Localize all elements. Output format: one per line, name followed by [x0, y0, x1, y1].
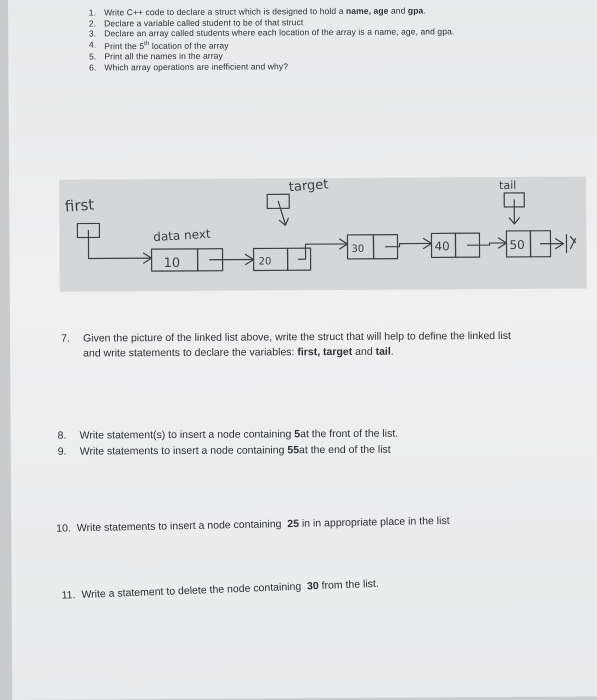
- node-10-value: 10: [163, 255, 181, 272]
- question-number: 2.: [88, 18, 97, 29]
- linked-list-diagram: [59, 176, 587, 291]
- question-text: Declare an array called students where each location of the array is a name, age, and gpa.: [104, 26, 455, 39]
- question-number: 4.: [88, 39, 97, 50]
- target-label: target: [288, 177, 329, 196]
- question-text: Print the 5: [104, 40, 145, 52]
- superscript: th: [144, 40, 150, 47]
- question-text: Declare a variable called student to be of that struct: [104, 16, 304, 29]
- question-9: [58, 442, 399, 460]
- question-list-top: [76, 5, 576, 73]
- node-40-arrow: [467, 243, 506, 245]
- questions-8-9: [58, 426, 399, 460]
- question-text: Write a statement to delete the node containing: [81, 580, 305, 601]
- question-text: and write statements to declare the variables:: [83, 345, 298, 360]
- question-10: [56, 515, 450, 535]
- first-label: first: [64, 195, 95, 216]
- question-text: Write statements to insert a node containing: [79, 444, 285, 458]
- question-number: 10.: [56, 522, 71, 535]
- question-number: 1.: [88, 7, 97, 18]
- question-text: and: [388, 5, 408, 16]
- node-30-value: 30: [351, 243, 365, 255]
- question-text: Write statement(s) to insert a node containing: [79, 428, 292, 442]
- question-text: .: [423, 5, 426, 16]
- question-emphasis: tail: [375, 345, 391, 358]
- data-next-label: data next: [152, 226, 211, 245]
- question-text: Print all the names in the array: [104, 50, 223, 62]
- node-20-value: 20: [258, 256, 272, 268]
- question-text: Write C++ code to declare a struct which is designed to hold a: [104, 5, 347, 18]
- null-ground-icon: [566, 235, 575, 253]
- question-text: Which array operations are inefficient and why?: [104, 61, 289, 73]
- question-number: 8.: [57, 429, 67, 442]
- question-6: [76, 59, 576, 73]
- question-text: Given the picture of the linked list above, write the struct that will help to define the linked list: [83, 329, 511, 345]
- node-40-value: 40: [434, 239, 450, 254]
- question-number: 6.: [89, 62, 97, 73]
- question-emphasis: name, age: [345, 5, 389, 16]
- question-text: in in appropriate place in the list: [298, 514, 450, 530]
- question-emphasis: 55: [287, 444, 300, 457]
- node-20-arrow: [298, 244, 347, 259]
- question-7: [61, 328, 591, 360]
- worksheet-page: [8, 0, 597, 700]
- question-number: 9.: [57, 445, 67, 458]
- question-text: at the front of the list.: [300, 427, 399, 441]
- tail-label: tail: [499, 178, 517, 193]
- question-text: from the list.: [318, 577, 379, 593]
- question-text: Write statements to insert a node containing: [76, 518, 285, 535]
- question-emphasis: 30: [306, 580, 319, 593]
- question-emphasis: gpa: [407, 5, 424, 16]
- node-30-arrow: [385, 243, 431, 246]
- question-number: 3.: [88, 28, 97, 39]
- question-emphasis: first, target: [297, 345, 353, 358]
- first-arrow: [88, 230, 151, 258]
- question-emphasis: 25: [287, 517, 300, 531]
- question-number: 7.: [61, 332, 70, 345]
- question-number: 5.: [89, 51, 97, 62]
- question-text: at the end of the list: [299, 443, 391, 457]
- question-11: [61, 578, 379, 602]
- question-number: 11.: [61, 589, 76, 602]
- question-text: location of the array: [149, 40, 229, 51]
- node-50-value: 50: [509, 237, 525, 252]
- question-text: .: [390, 345, 394, 358]
- linked-list-drawing: [59, 176, 587, 291]
- question-text: and: [352, 345, 376, 358]
- question-emphasis: 5: [294, 428, 301, 441]
